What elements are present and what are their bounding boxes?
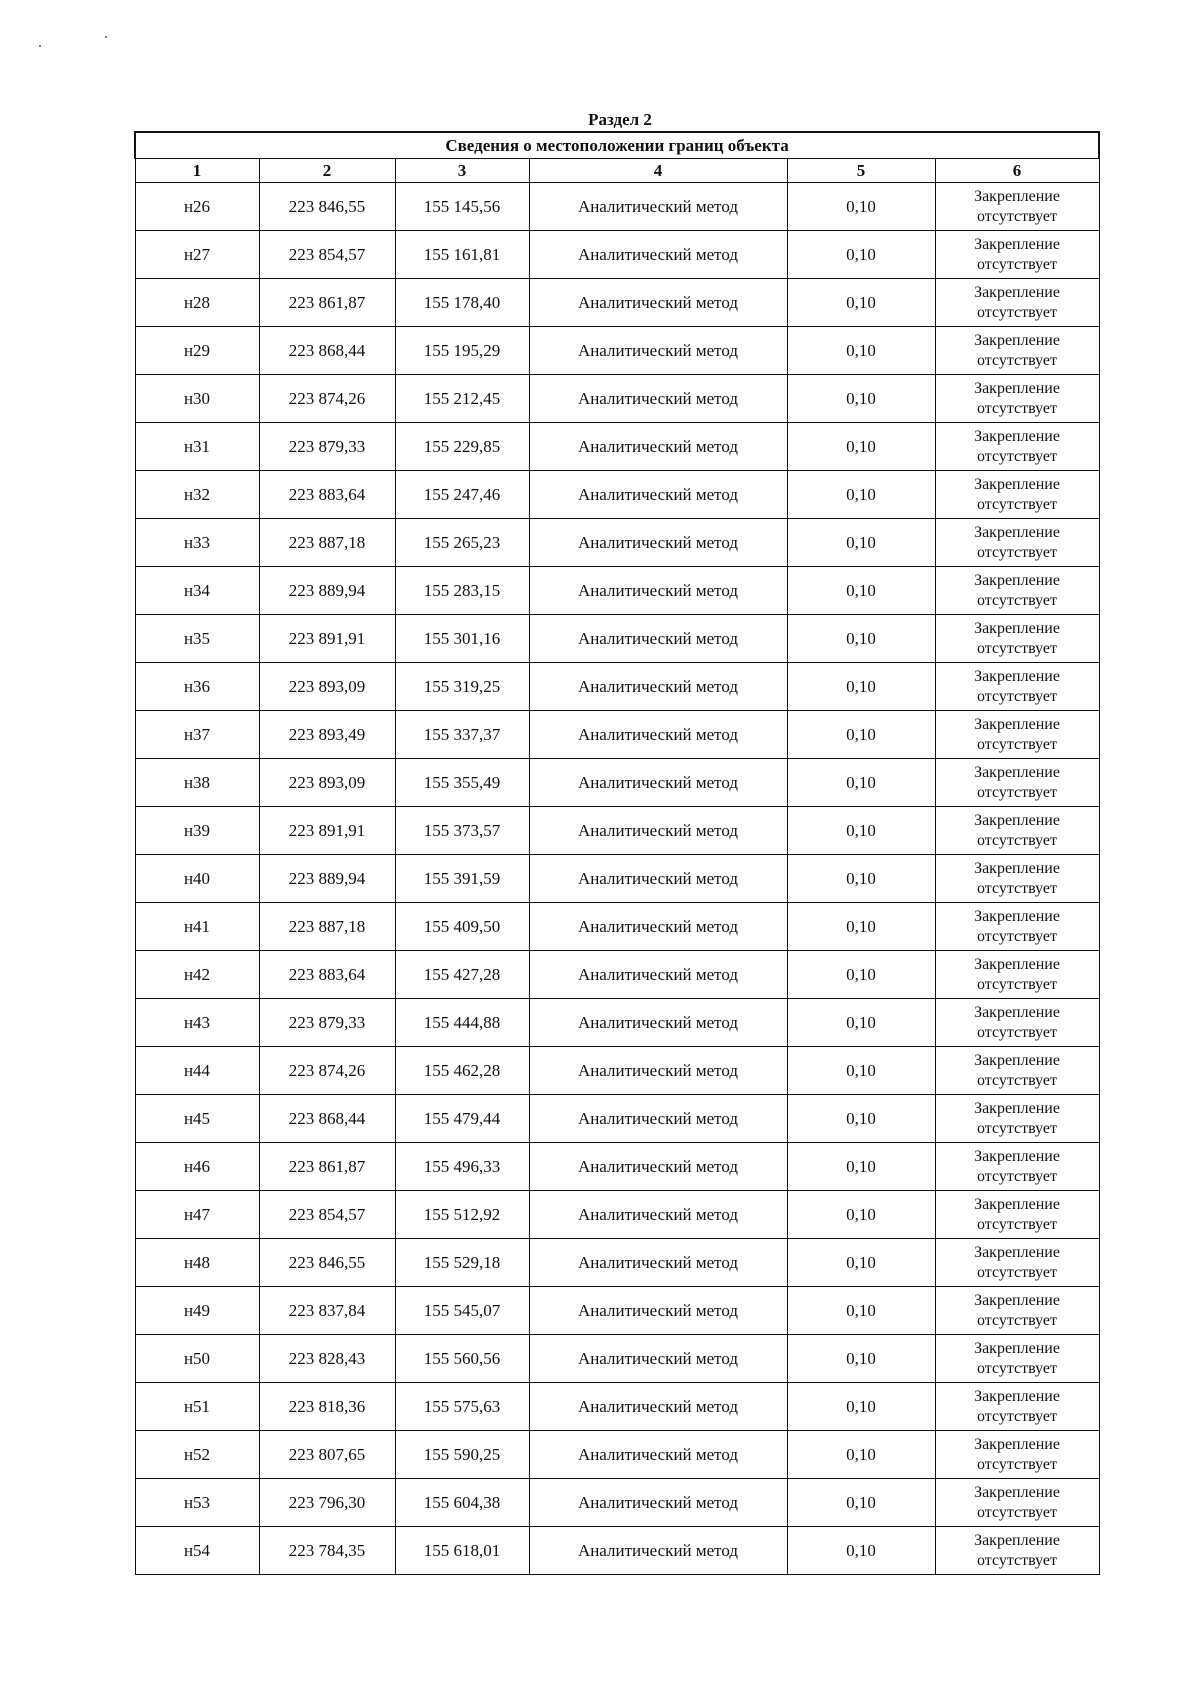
table-row [135,471,1099,519]
y-coordinate-cell: 155 373,57 [395,807,529,855]
table-row [135,1191,1099,1239]
point-cell: н32 [135,471,259,519]
point-cell: н48 [135,1239,259,1287]
point-cell: н54 [135,1527,259,1575]
x-coordinate-cell: 223 861,87 [259,1143,395,1191]
method-cell: Аналитический метод [529,1287,787,1335]
method-cell: Аналитический метод [529,1143,787,1191]
y-coordinate-cell: 155 391,59 [395,855,529,903]
accuracy-cell: 0,10 [787,1191,935,1239]
fixing-cell [935,471,1099,519]
accuracy-cell: 0,10 [787,423,935,471]
fixing-line: Закрепление [974,1147,1060,1165]
fixing-line: Закрепление [974,859,1060,877]
point-cell: н50 [135,1335,259,1383]
fixing-line: отсутствует [976,255,1058,273]
fixing-line: Закрепление [974,1291,1060,1309]
method-cell: Аналитический метод [529,1383,787,1431]
y-coordinate-cell: 155 195,29 [395,327,529,375]
accuracy-cell: 0,10 [787,1143,935,1191]
fixing-cell [935,183,1099,231]
point-cell: н40 [135,855,259,903]
fixing-cell [935,999,1099,1047]
fixing-cell [935,375,1099,423]
fixing-cell [935,1383,1099,1431]
x-coordinate-cell: 223 854,57 [259,231,395,279]
fixing-line: отсутствует [976,1503,1058,1521]
fixing-cell [935,231,1099,279]
fixing-line: Закрепление [974,1195,1060,1213]
fixing-line: отсутствует [976,303,1058,321]
method-cell: Аналитический метод [529,1431,787,1479]
fixing-line: отсутствует [976,1407,1058,1425]
method-cell: Аналитический метод [529,903,787,951]
fixing-line: отсутствует [976,207,1058,225]
fixing-line: отсутствует [976,1071,1058,1089]
table-row [135,1383,1099,1431]
fixing-line: отсутствует [976,399,1058,417]
x-coordinate-cell: 223 887,18 [259,519,395,567]
fixing-cell [935,1287,1099,1335]
point-cell: н45 [135,1095,259,1143]
fixing-line: Закрепление [974,1099,1060,1117]
x-coordinate-cell: 223 854,57 [259,1191,395,1239]
scan-speck [39,45,41,47]
point-cell: н33 [135,519,259,567]
column-header: 3 [395,159,529,183]
fixing-line: отсутствует [976,591,1058,609]
method-cell: Аналитический метод [529,327,787,375]
y-coordinate-cell: 155 161,81 [395,231,529,279]
fixing-line: отсутствует [976,1263,1058,1281]
method-cell: Аналитический метод [529,711,787,759]
fixing-line: отсутствует [976,447,1058,465]
fixing-line: Закрепление [974,283,1060,301]
y-coordinate-cell: 155 355,49 [395,759,529,807]
fixing-line: Закрепление [974,763,1060,781]
fixing-line: отсутствует [976,975,1058,993]
fixing-cell [935,1239,1099,1287]
column-header-row [135,159,1099,183]
y-coordinate-cell: 155 462,28 [395,1047,529,1095]
table-row [135,1527,1099,1575]
x-coordinate-cell: 223 883,64 [259,471,395,519]
y-coordinate-cell: 155 604,38 [395,1479,529,1527]
fixing-line: отсутствует [976,639,1058,657]
method-cell: Аналитический метод [529,519,787,567]
method-cell: Аналитический метод [529,1335,787,1383]
point-cell: н30 [135,375,259,423]
table-row [135,1287,1099,1335]
point-cell: н29 [135,327,259,375]
y-coordinate-cell: 155 479,44 [395,1095,529,1143]
fixing-line: Закрепление [974,1339,1060,1357]
section-title: Раздел 2 [588,110,652,129]
fixing-line: Закрепление [974,715,1060,733]
fixing-line: Закрепление [974,1531,1060,1549]
accuracy-cell: 0,10 [787,231,935,279]
method-cell: Аналитический метод [529,279,787,327]
x-coordinate-cell: 223 891,91 [259,807,395,855]
x-coordinate-cell: 223 879,33 [259,999,395,1047]
table-row [135,1143,1099,1191]
fixing-line: Закрепление [974,1435,1060,1453]
accuracy-cell: 0,10 [787,855,935,903]
fixing-cell [935,855,1099,903]
fixing-cell [935,567,1099,615]
scan-speck [105,36,107,38]
accuracy-cell: 0,10 [787,1095,935,1143]
y-coordinate-cell: 155 301,16 [395,615,529,663]
x-coordinate-cell: 223 868,44 [259,1095,395,1143]
method-cell: Аналитический метод [529,471,787,519]
table-row [135,327,1099,375]
method-cell: Аналитический метод [529,615,787,663]
x-coordinate-cell: 223 889,94 [259,855,395,903]
table-row [135,1335,1099,1383]
column-header: 6 [935,159,1099,183]
x-coordinate-cell: 223 846,55 [259,1239,395,1287]
y-coordinate-cell: 155 229,85 [395,423,529,471]
accuracy-cell: 0,10 [787,327,935,375]
fixing-line: отсутствует [976,351,1058,369]
fixing-line: отсутствует [976,687,1058,705]
fixing-cell [935,711,1099,759]
fixing-line: Закрепление [974,1243,1060,1261]
fixing-line: Закрепление [974,379,1060,397]
fixing-line: Закрепление [974,1003,1060,1021]
x-coordinate-cell: 223 893,49 [259,711,395,759]
table-row [135,183,1099,231]
table-row [135,855,1099,903]
accuracy-cell: 0,10 [787,1047,935,1095]
fixing-line: отсутствует [976,1167,1058,1185]
point-cell: н47 [135,1191,259,1239]
point-cell: н37 [135,711,259,759]
fixing-line: Закрепление [974,907,1060,925]
point-cell: н44 [135,1047,259,1095]
accuracy-cell: 0,10 [787,1479,935,1527]
x-coordinate-cell: 223 861,87 [259,279,395,327]
x-coordinate-cell: 223 891,91 [259,615,395,663]
accuracy-cell: 0,10 [787,279,935,327]
y-coordinate-cell: 155 575,63 [395,1383,529,1431]
table-row [135,759,1099,807]
accuracy-cell: 0,10 [787,471,935,519]
method-cell: Аналитический метод [529,567,787,615]
fixing-line: Закрепление [974,475,1060,493]
fixing-cell [935,279,1099,327]
accuracy-cell: 0,10 [787,1527,935,1575]
x-coordinate-cell: 223 887,18 [259,903,395,951]
fixing-line: Закрепление [974,187,1060,205]
fixing-cell [935,1335,1099,1383]
point-cell: н36 [135,663,259,711]
accuracy-cell: 0,10 [787,1383,935,1431]
fixing-line: отсутствует [976,783,1058,801]
table-row [135,903,1099,951]
method-cell: Аналитический метод [529,663,787,711]
accuracy-cell: 0,10 [787,615,935,663]
fixing-line: Закрепление [974,619,1060,637]
table-caption: Сведения о местоположении границ объекта [135,132,1099,159]
table-row [135,1047,1099,1095]
table-row [135,519,1099,567]
fixing-line: Закрепление [974,427,1060,445]
table-row [135,567,1099,615]
point-cell: н41 [135,903,259,951]
x-coordinate-cell: 223 868,44 [259,327,395,375]
fixing-cell [935,519,1099,567]
x-coordinate-cell: 223 837,84 [259,1287,395,1335]
y-coordinate-cell: 155 529,18 [395,1239,529,1287]
table-row [135,279,1099,327]
fixing-line: Закрепление [974,1051,1060,1069]
fixing-line: Закрепление [974,1483,1060,1501]
table-row [135,999,1099,1047]
x-coordinate-cell: 223 893,09 [259,663,395,711]
method-cell: Аналитический метод [529,231,787,279]
table-row [135,375,1099,423]
method-cell: Аналитический метод [529,423,787,471]
fixing-line: отсутствует [976,543,1058,561]
fixing-cell [935,1431,1099,1479]
x-coordinate-cell: 223 807,65 [259,1431,395,1479]
accuracy-cell: 0,10 [787,183,935,231]
x-coordinate-cell: 223 828,43 [259,1335,395,1383]
x-coordinate-cell: 223 796,30 [259,1479,395,1527]
y-coordinate-cell: 155 145,56 [395,183,529,231]
table-body [135,183,1099,1575]
x-coordinate-cell: 223 889,94 [259,567,395,615]
fixing-cell [935,1095,1099,1143]
table-row [135,951,1099,999]
table-row [135,423,1099,471]
point-cell: н43 [135,999,259,1047]
point-cell: н38 [135,759,259,807]
table-row [135,1095,1099,1143]
point-cell: н27 [135,231,259,279]
point-cell: н53 [135,1479,259,1527]
point-cell: н26 [135,183,259,231]
method-cell: Аналитический метод [529,1095,787,1143]
y-coordinate-cell: 155 618,01 [395,1527,529,1575]
y-coordinate-cell: 155 319,25 [395,663,529,711]
fixing-line: Закрепление [974,667,1060,685]
y-coordinate-cell: 155 212,45 [395,375,529,423]
method-cell: Аналитический метод [529,1479,787,1527]
point-cell: н34 [135,567,259,615]
table-row [135,1431,1099,1479]
fixing-cell [935,903,1099,951]
fixing-line: Закрепление [974,523,1060,541]
fixing-line: Закрепление [974,1387,1060,1405]
y-coordinate-cell: 155 337,37 [395,711,529,759]
point-cell: н49 [135,1287,259,1335]
accuracy-cell: 0,10 [787,1335,935,1383]
method-cell: Аналитический метод [529,999,787,1047]
fixing-cell [935,615,1099,663]
accuracy-cell: 0,10 [787,1431,935,1479]
table-row [135,615,1099,663]
method-cell: Аналитический метод [529,807,787,855]
column-header: 4 [529,159,787,183]
x-coordinate-cell: 223 874,26 [259,1047,395,1095]
table-row [135,711,1099,759]
table-row [135,663,1099,711]
y-coordinate-cell: 155 496,33 [395,1143,529,1191]
point-cell: н31 [135,423,259,471]
table-row [135,1239,1099,1287]
point-cell: н42 [135,951,259,999]
fixing-cell [935,759,1099,807]
y-coordinate-cell: 155 427,28 [395,951,529,999]
fixing-line: отсутствует [976,495,1058,513]
fixing-line: отсутствует [976,1551,1058,1569]
accuracy-cell: 0,10 [787,711,935,759]
y-coordinate-cell: 155 512,92 [395,1191,529,1239]
accuracy-cell: 0,10 [787,951,935,999]
point-cell: н35 [135,615,259,663]
accuracy-cell: 0,10 [787,1287,935,1335]
fixing-cell [935,663,1099,711]
x-coordinate-cell: 223 818,36 [259,1383,395,1431]
accuracy-cell: 0,10 [787,519,935,567]
column-header: 1 [135,159,259,183]
method-cell: Аналитический метод [529,1527,787,1575]
y-coordinate-cell: 155 265,23 [395,519,529,567]
method-cell: Аналитический метод [529,759,787,807]
point-cell: н46 [135,1143,259,1191]
fixing-line: отсутствует [976,1119,1058,1137]
x-coordinate-cell: 223 893,09 [259,759,395,807]
fixing-cell [935,1527,1099,1575]
point-cell: н52 [135,1431,259,1479]
method-cell: Аналитический метод [529,855,787,903]
fixing-cell [935,1479,1099,1527]
fixing-line: отсутствует [976,1311,1058,1329]
fixing-cell [935,951,1099,999]
fixing-cell [935,423,1099,471]
column-header: 2 [259,159,395,183]
accuracy-cell: 0,10 [787,999,935,1047]
fixing-line: Закрепление [974,235,1060,253]
point-cell: н28 [135,279,259,327]
accuracy-cell: 0,10 [787,1239,935,1287]
y-coordinate-cell: 155 178,40 [395,279,529,327]
fixing-cell [935,1143,1099,1191]
fixing-cell [935,1191,1099,1239]
fixing-line: Закрепление [974,331,1060,349]
y-coordinate-cell: 155 590,25 [395,1431,529,1479]
accuracy-cell: 0,10 [787,759,935,807]
method-cell: Аналитический метод [529,1239,787,1287]
table-row [135,807,1099,855]
fixing-cell [935,1047,1099,1095]
column-header: 5 [787,159,935,183]
fixing-line: Закрепление [974,571,1060,589]
fixing-line: отсутствует [976,927,1058,945]
fixing-cell [935,807,1099,855]
x-coordinate-cell: 223 879,33 [259,423,395,471]
x-coordinate-cell: 223 846,55 [259,183,395,231]
fixing-line: отсутствует [976,1455,1058,1473]
method-cell: Аналитический метод [529,183,787,231]
fixing-line: отсутствует [976,879,1058,897]
fixing-line: отсутствует [976,1023,1058,1041]
y-coordinate-cell: 155 247,46 [395,471,529,519]
y-coordinate-cell: 155 409,50 [395,903,529,951]
fixing-line: отсутствует [976,1359,1058,1377]
x-coordinate-cell: 223 874,26 [259,375,395,423]
x-coordinate-cell: 223 784,35 [259,1527,395,1575]
accuracy-cell: 0,10 [787,567,935,615]
fixing-line: Закрепление [974,811,1060,829]
fixing-cell [935,327,1099,375]
fixing-line: отсутствует [976,1215,1058,1233]
accuracy-cell: 0,10 [787,663,935,711]
point-cell: н39 [135,807,259,855]
fixing-line: Закрепление [974,955,1060,973]
table-row [135,231,1099,279]
point-cell: н51 [135,1383,259,1431]
accuracy-cell: 0,10 [787,903,935,951]
method-cell: Аналитический метод [529,951,787,999]
y-coordinate-cell: 155 545,07 [395,1287,529,1335]
y-coordinate-cell: 155 283,15 [395,567,529,615]
accuracy-cell: 0,10 [787,375,935,423]
y-coordinate-cell: 155 560,56 [395,1335,529,1383]
accuracy-cell: 0,10 [787,807,935,855]
y-coordinate-cell: 155 444,88 [395,999,529,1047]
method-cell: Аналитический метод [529,1191,787,1239]
fixing-line: отсутствует [976,735,1058,753]
x-coordinate-cell: 223 883,64 [259,951,395,999]
boundary-coordinates-table [134,131,1100,1575]
fixing-line: отсутствует [976,831,1058,849]
table-row [135,1479,1099,1527]
method-cell: Аналитический метод [529,1047,787,1095]
method-cell: Аналитический метод [529,375,787,423]
